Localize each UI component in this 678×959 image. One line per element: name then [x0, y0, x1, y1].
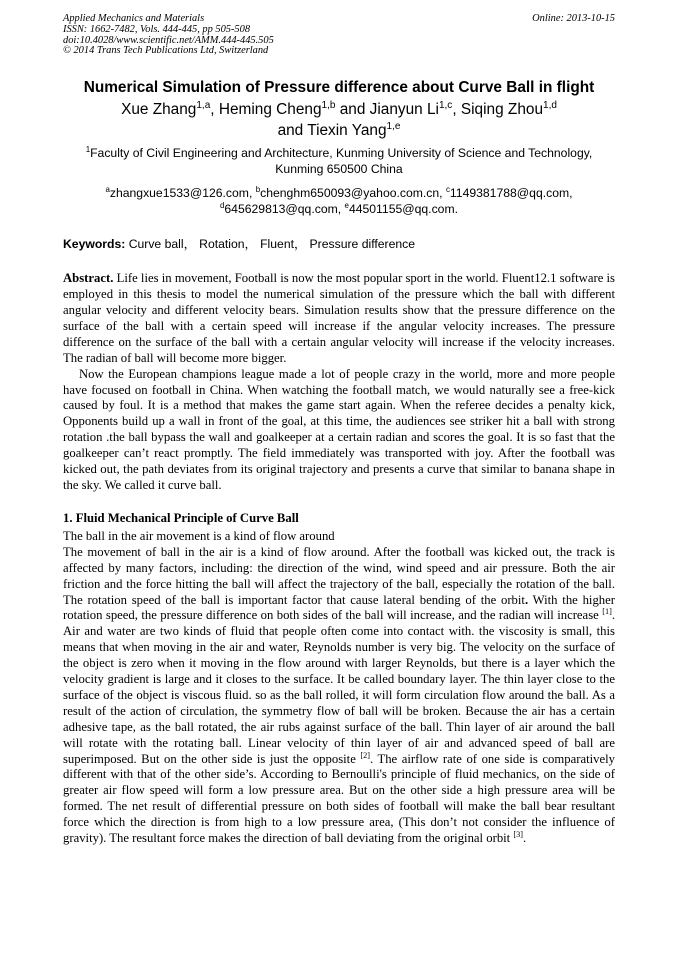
affiliation-sup: 1: [85, 145, 91, 155]
author-line-2: [63, 120, 615, 141]
issn: ISSN: 1662-7482, Vols. 444-445, pp 505-508: [63, 23, 251, 35]
email-link[interactable]: 645629813@qq.com,: [224, 201, 345, 216]
email-link[interactable]: chenghm650093@yahoo.com.cn,: [260, 186, 446, 201]
affiliation-line-1: [63, 146, 615, 162]
author-line-1: [63, 99, 615, 120]
section-first-line: The ball in the air movement is a kind of flow around: [63, 528, 335, 543]
email-line-2: [63, 202, 615, 218]
author-separator: ,: [452, 101, 461, 119]
section-body: [63, 529, 615, 847]
email-sup: e: [344, 200, 349, 210]
paper-page: [63, 14, 615, 847]
citation-ref[interactable]: [1]: [602, 607, 612, 617]
abstract: [63, 271, 615, 494]
abstract-text: Life lies in movement, Football is now the most popular sport in the world. Fluent12.1 software is employed in this thesis to model the numerical simulation of the pressure which the ball with different angular velocity and different velocity bears. Simulation results show that the pressure difference on the surface of the ball with a certain speed will increase if the angular velocity increases. The pressure difference on the surface of the ball with a certain angular velocity will increase if the velocity increases. The radian of ball will become more bigger.: [63, 271, 615, 365]
email-sup: c: [445, 185, 450, 195]
copyright: © 2014 Trans Tech Publications Ltd, Switzerland: [63, 45, 269, 57]
email-link[interactable]: 1149381788@qq.com,: [449, 186, 573, 201]
email-sup: b: [255, 185, 261, 195]
email-link[interactable]: 44501155@qq.com.: [348, 201, 458, 216]
author-sup: 1,c: [438, 100, 453, 112]
keywords-text: Curve ball， Rotation， Fluent， Pressure difference: [125, 237, 416, 252]
section-heading: 1. Fluid Mechanical Principle of Curve Ball: [63, 510, 299, 525]
abstract-label: Abstract.: [63, 271, 114, 286]
author-separator: and: [335, 101, 370, 119]
author-sup: 1,d: [543, 100, 557, 112]
journal-header: [63, 14, 615, 57]
author-name: Siqing Zhou: [460, 101, 544, 119]
abstract-paragraph: [63, 271, 615, 366]
journal-name: Applied Mechanics and Materials: [63, 13, 205, 24]
email-list: [63, 186, 615, 217]
author-name: and Tiexin Yang: [277, 122, 387, 140]
author-sup: 1,b: [321, 100, 336, 112]
author-list: [63, 99, 615, 141]
email-link[interactable]: zhangxue1533@126.com,: [109, 186, 256, 201]
affiliation-line-2: Kunming 650500 China: [275, 161, 403, 176]
email-sup: a: [105, 185, 110, 195]
para-text-b: With the higher rotation speed, the pressure difference on both sides of the ball will increase, and the radian will increase: [63, 592, 615, 623]
para-bold-period: .: [524, 592, 529, 607]
keywords-label: Keywords:: [63, 237, 126, 252]
keywords: [63, 235, 615, 252]
affiliation: [63, 146, 615, 177]
section-paragraph: [63, 545, 615, 847]
email-sup: d: [220, 200, 225, 210]
paper-title: Numerical Simulation of Pressure difference about Curve Ball in flight: [83, 79, 595, 97]
para-text-a: The movement of ball in the air is a kind of flow around. After the football was kicked out, the track is affected by many factors, including: the direction of the wind, wind speed and air pressure. Both the air friction and the force hitting the ball will affect the trajectory of the ball, especially the rotation of the ball. The rotation speed of the ball is important factor that cause lateral bending of the orbit: [63, 544, 615, 607]
para-text-d: . The airflow rate of one side is comparatively different with that of the other side’s. According to Bernoulli's principle of fluid mechanics, on the side of greater air flow speed will form a low pressure area. But on the other side a high pressure area will be formed. The net result of differential pressure on both sides of football will make the ball bear resultant force which the direction is from high to a low pressure area, (This don’t not consider the influence of gravity). The resultant force makes the direction of ball deviating from the original orbit: [63, 751, 615, 846]
email-line-1: [63, 186, 615, 202]
para-text-c: . Air and water are two kinds of fluid that people often come into contact with. the viscosity is small, this means that when moving in the air and water, Reynolds number is very big. The velocity on the surface of the object is zero when it moving in the flow around with larger Reynolds, but there is a layer which the velocity gradient is large and it closes to the surface. It be called boundary layer. The thin layer close to the surface of the object is viscous fluid. so as the ball rolled, it will form circulation flow around the ball. As a result of the action of circulation, the symmetry flow of ball will be broken. Because the air has a certain adhesive tape, as the ball rotated, the air rubs against surface of the ball. Thin layer of air around the ball will rotate with the rotating ball. Linear velocity of thin layer of air and advanced speed of ball are superimposed. But on the other side is just the opposite: [63, 608, 615, 766]
author-sup: 1,a: [196, 100, 211, 112]
para-end: .: [523, 831, 527, 846]
author-name: Xue Zhang: [121, 101, 197, 119]
author-separator: ,: [210, 101, 219, 119]
doi: doi:10.4028/www.scientific.net/AMM.444-445.505: [63, 34, 274, 46]
intro-paragraph: Now the European champions league made a lot of people crazy in the world, more and more people have focused on football in China. When watching the football match, we would naturally see a free-kick caused by foul. It is a method that makes the game start again. When the referee decides a penalty kick, Opponents build up a wall in front of the goal, at this time, the audiences see striker hit a ball with strong rotation .the ball bypass the wall and goalkeeper at a certain radian and scores the goal. It is so fast that the goalkeeper can’t react promptly. The field immediately was transported with joy. After the football was kicked out, the path deviates from its original trajectory and presents a curve that similar to banana shape in the sky. We called it curve ball.: [63, 366, 615, 492]
affiliation-text: Faculty of Civil Engineering and Architecture, Kunming University of Science and Technology,: [90, 146, 593, 161]
online-date: Online: 2013-10-15: [532, 13, 615, 24]
citation-ref[interactable]: [2]: [360, 750, 370, 760]
author-name: Jianyun Li: [369, 101, 439, 119]
author-name: Heming Cheng: [218, 101, 322, 119]
author-sup: 1,e: [386, 121, 401, 133]
citation-ref[interactable]: [3]: [513, 829, 524, 839]
